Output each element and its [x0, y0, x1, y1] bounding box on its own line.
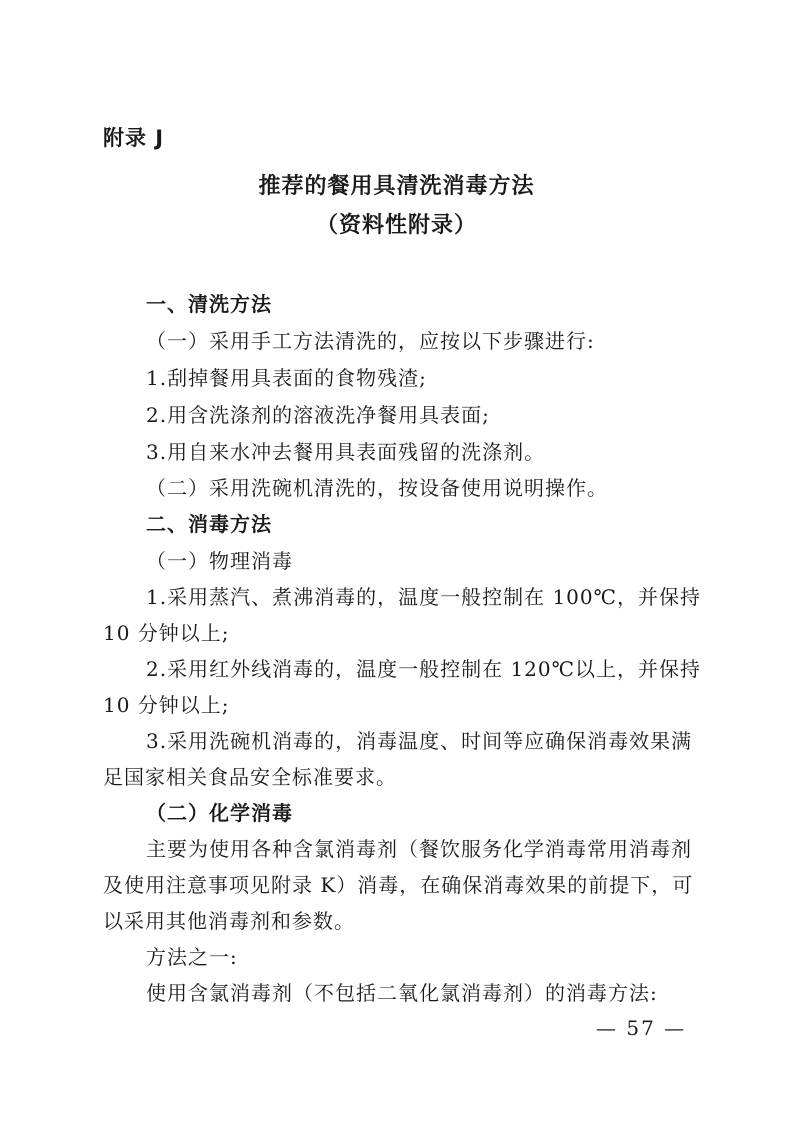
physical-item-line: 10 分钟以上;	[103, 693, 230, 717]
method-one-description: 使用含氯消毒剂（不包括二氧化氯消毒剂）的消毒方法:	[146, 981, 658, 1005]
chemical-disinfection-heading: （二）化学消毒	[146, 801, 293, 825]
physical-item-line: 1.采用蒸汽、煮沸消毒的，温度一般控制在 100℃，并保持	[146, 585, 701, 609]
chemical-paragraph-line: 及使用注意事项见附录 K）消毒，在确保消毒效果的前提下，可	[103, 873, 694, 897]
physical-disinfection-heading: （一）物理消毒	[146, 549, 293, 573]
method-one-label: 方法之一:	[146, 945, 238, 969]
appendix-label: 附录 J	[103, 126, 165, 150]
physical-item-line: 3.采用洗碗机消毒的，消毒温度、时间等应确保消毒效果满	[146, 729, 693, 753]
page-title: 推荐的餐用具清洗消毒方法	[258, 173, 535, 199]
physical-item-line: 2.采用红外线消毒的，温度一般控制在 120℃以上，并保持	[146, 657, 701, 681]
manual-cleaning-intro: （一）采用手工方法清洗的，应按以下步骤进行:	[146, 329, 595, 353]
page-subtitle: （资料性附录）	[315, 212, 477, 238]
cleaning-step: 2.用含洗涤剂的溶液洗净餐用具表面;	[146, 403, 490, 427]
physical-item-line: 足国家相关食品安全标准要求。	[103, 765, 397, 789]
physical-item-line: 10 分钟以上;	[103, 621, 230, 645]
section-heading-disinfection: 二、消毒方法	[146, 512, 272, 536]
cleaning-step: 3.用自来水冲去餐用具表面残留的洗涤剂。	[146, 440, 546, 464]
page-number: — 57 —	[596, 1016, 687, 1040]
machine-cleaning: （二）采用洗碗机清洗的，按设备使用说明操作。	[146, 476, 608, 500]
cleaning-step: 1.刮掉餐用具表面的食物残渣;	[146, 366, 427, 390]
chemical-paragraph-line: 主要为使用各种含氯消毒剂（餐饮服务化学消毒常用消毒剂	[146, 837, 692, 861]
chemical-paragraph-line: 以采用其他消毒剂和参数。	[103, 909, 355, 933]
section-heading-cleaning: 一、清洗方法	[146, 292, 272, 316]
